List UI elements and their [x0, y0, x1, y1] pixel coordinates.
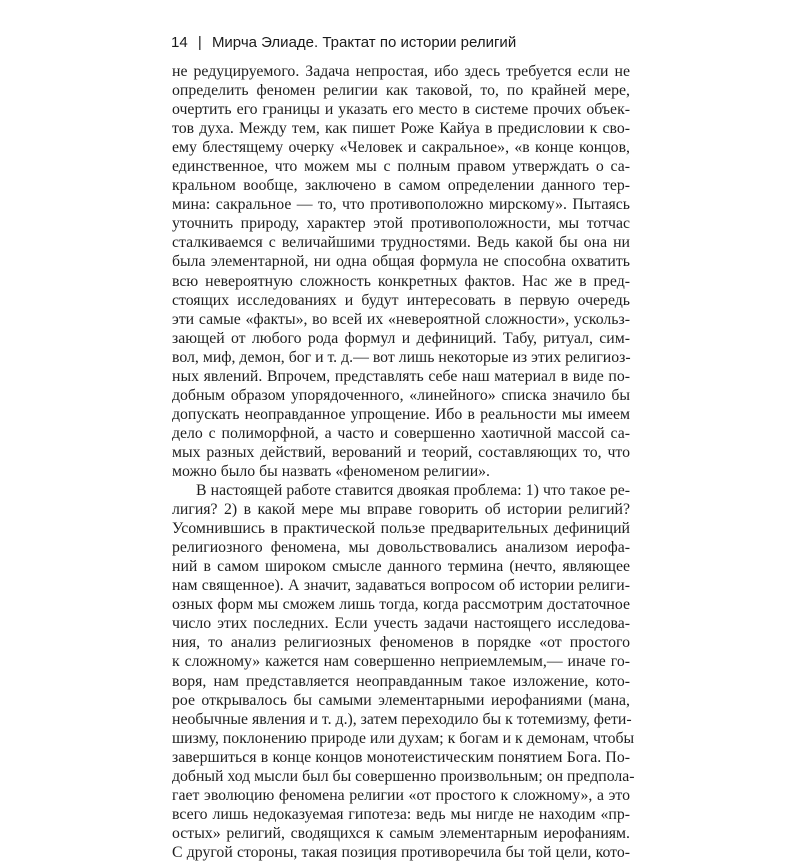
text-line: добным образом упорядоченного, «линейного» списка значило бы [172, 386, 630, 404]
text-line: нам священное). А значит, задаваться вопросом об истории религи- [172, 577, 630, 595]
text-line: ния, то анализ религиозных феноменов в порядке «от простого [172, 634, 630, 652]
text-line: лигия? 2) в какой мере мы вправе говорить об истории религий? [172, 501, 630, 519]
text-line: воря, нам представляется неоправданным такое изложение, кото- [172, 672, 630, 690]
text-line: определить феномен религии как таковой, то, по крайней мере, [172, 82, 630, 100]
text-line: необычные явления и т. д.), затем переходило бы к тотемизму, фети- [172, 710, 632, 728]
text-line: к сложному» кажется нам совершенно неприемлемым,— иначе го- [172, 653, 630, 671]
text-line: всю невероятную сложность конкретных фактов. Нас же в пред- [172, 272, 630, 290]
text-line: допускать неоправданное упрощение. Ибо в реальности мы имеем [172, 405, 630, 423]
text-line: была элементарной, ни одна общая формула не способна охватить [172, 253, 630, 271]
text-line: вол, миф, демон, бог и т. д.— вот лишь некоторые из этих религиоз- [172, 348, 631, 366]
text-line: озных форм мы сможем лишь тогда, когда рассмотрим достаточное [172, 596, 630, 614]
text-line: очертить его границы и указать его место в системе прочих объек- [172, 101, 630, 119]
text-line: не редуцируемого. Задача непростая, ибо здесь требуется если не [172, 63, 630, 80]
text-line: мина: сакральное — то, что противоположно мирскому». Пытаясь [172, 196, 630, 214]
text-line: всего лишь недоказуемая гипотеза: ведь мы нигде не находим «пр- [172, 805, 630, 823]
text-line: зающей от любого рода формул и дефиниций. Табу, ритуал, сим- [172, 329, 630, 347]
text-line: можно было бы назвать «феноменом религии». [172, 462, 490, 480]
text-line: С другой стороны, такая позиция противоречила бы той цели, кото- [172, 843, 630, 861]
text-line: мых разных действий, верований и теорий, составляющих то, что [172, 443, 630, 461]
text-line: стоящих исследованиях и будут интересовать в первую очередь [172, 291, 630, 309]
page-number: 14 [171, 34, 188, 51]
text-line: гает эволюцию феномена религии «от простого к сложному», а это [172, 786, 630, 804]
text-line: дело с полиморфной, а часто и совершенно хаотичной массой са- [172, 424, 630, 442]
text-line: ему блестящему очерку «Человек и сакральное», «в конце концов, [172, 139, 630, 157]
text-line: добный ход мысли был бы совершенно произвольным; он предпола- [172, 767, 635, 785]
running-title: Мирча Элиаде. Трактат по истории религий [211, 34, 517, 51]
text-line: единственное, что можем мы с полным правом утверждать о са- [172, 158, 630, 176]
header-separator: | [197, 34, 202, 51]
text-line: эти самые «факты», во всей их «невероятной сложности», ускольз- [172, 310, 630, 328]
text-line: рое открывалось бы самыми элементарными иерофаниями (мана, [172, 691, 630, 709]
text-line: Усомнившись в практической пользе предварительных дефиниций [172, 520, 630, 538]
text-line: ных явлений. Впрочем, представлять себе наш материал в виде по- [172, 367, 630, 385]
text-line: кральном вообще, заключено в самом определении данного тер- [172, 177, 630, 195]
text-line: ний в самом широком смысле данного термина (нечто, являющее [172, 558, 630, 576]
text-line: сталкиваемся с величайшими трудностями. Ведь какой бы она ни [172, 234, 630, 252]
running-header [171, 34, 631, 52]
text-line: религиозного феномена, мы довольствовались анализом иерофа- [172, 539, 630, 557]
text-line: В настоящей работе ставится двоякая проблема: 1) что такое ре- [196, 482, 630, 500]
text-line: шизму, поклонению природе или духам; к богам и к демонам, чтобы [172, 729, 635, 747]
text-line: число этих последних. Если учесть задачи настоящего исследова- [172, 615, 630, 633]
text-line: завершиться в конце концов монотеистическим понятием Бога. По- [172, 748, 630, 766]
body-text [172, 62, 635, 862]
text-line: уточнить природу, характер этой противоположности, мы тотчас [172, 215, 630, 233]
text-line: остых» религий, сводящихся к самым элементарным иерофаниям. [172, 824, 630, 842]
text-line: тов духа. Между тем, как пишет Роже Кайуа в предисловии к сво- [172, 120, 630, 138]
